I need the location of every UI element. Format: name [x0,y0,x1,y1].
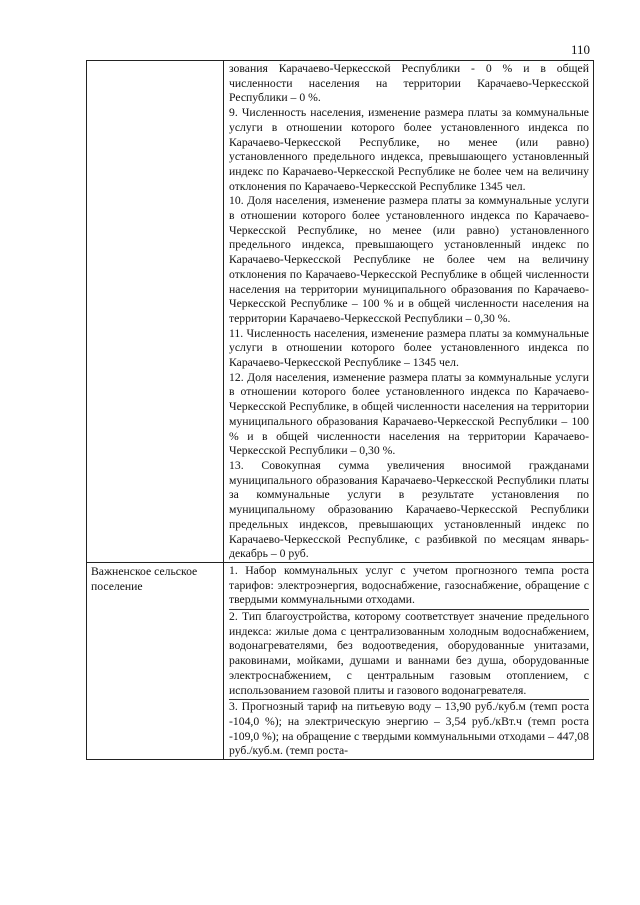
paragraph: 9. Численность населения, изменение размера платы за коммунальные услуги в отношении которого более установленного индекса по Карачаево-Черкесской Республике, но менее (или равно) установленного предельного индекса, превышающего установленный индекс по Карачаево-Черкесской Республике не более чем на величину отклонения по Карачаево-Черкесской Республике 1345 чел. [229,106,589,193]
municipality-name [87,61,223,63]
paragraph: 1. Набор коммунальных услуг с учетом прогнозного темпа роста тарифов: электроэнергия, водоснабжение, газоснабжение, обращение с твердыми коммунальными отходами. [229,563,589,607]
page-number: 110 [570,42,590,57]
indicator-table [86,60,594,760]
paragraph: 13. Совокупная сумма увеличения вносимой гражданами муниципального образования Карачаево-Черкесской Республики платы за коммунальные услуги в результате установления по муниципальному образованию Карачаево-Черкесской Республики предельных индексов, превышающих установленный индекс по Карачаево-Черкесской Республике, с разбивкой по месяцам январь-декабрь – 0 руб. [229,458,589,561]
indicators-cell [224,562,594,759]
paragraph: 11. Численность населения, изменение размера платы за коммунальные услуги в отношении которого более установленного индекса по Карачаево-Черкесской Республике – 1345 чел. [229,326,589,370]
paragraph: 3. Прогнозный тариф на питьевую воду – 13,90 руб./куб.м (темп роста -104,0 %); на электрическую энергию – 3,54 руб./кВт.ч (темп роста -109,0 %); на обращение с твердыми коммунальными отходами – 447,08 руб./куб.м. (темп роста- [229,700,589,758]
paragraph: 2. Тип благоустройства, которому соответствует значение предельного индекса: жилые дома с централизованным холодным водоснабжением, водонагревателями, без водоотведения, оборудованные унитазами, раковинами, мойками, душами и ваннами без душа, оборудованные электроснабжением, с центральным газовым отоплением, с использованием газовой плиты и газового водонагревателя. [229,610,589,697]
table-row [87,61,594,563]
paragraph: зования Карачаево-Черкесской Республики - 0 % и в общей численности населения на территории Карачаево-Черкесской Республики – 0 %. [229,62,589,105]
paragraph: 12. Доля населения, изменение размера платы за коммунальные услуги в отношении которого более установленного индекса по Карачаево-Черкесской Республике, в общей численности населения на территории муниципального образования Карачаево-Черкесской Республики – 100 % и в общей численности населения на территории Карачаево-Черкесской Республики – 0,30 %. [229,370,589,458]
indicators-cell [224,61,594,563]
table-row [87,562,594,759]
paragraph: 10. Доля населения, изменение размера платы за коммунальные услуги в отношении которого более установленного индекса по Карачаево-Черкесской Республике, но менее (или равно) установленного предельного индекса, превышающего установленный индекс по Карачаево-Черкесской Республике не более чем на величину отклонения по Карачаево-Черкесской Республике в общей численности населения на территории муниципального образования по Карачаево-Черкесской Республике – 100 % и в общей численности населения на территории Карачаево-Черкесской Республики – 0,30 %. [229,194,589,325]
municipality-cell [87,61,224,563]
municipality-name: Важненское сельское поселение [91,564,198,593]
municipality-cell [87,562,224,759]
